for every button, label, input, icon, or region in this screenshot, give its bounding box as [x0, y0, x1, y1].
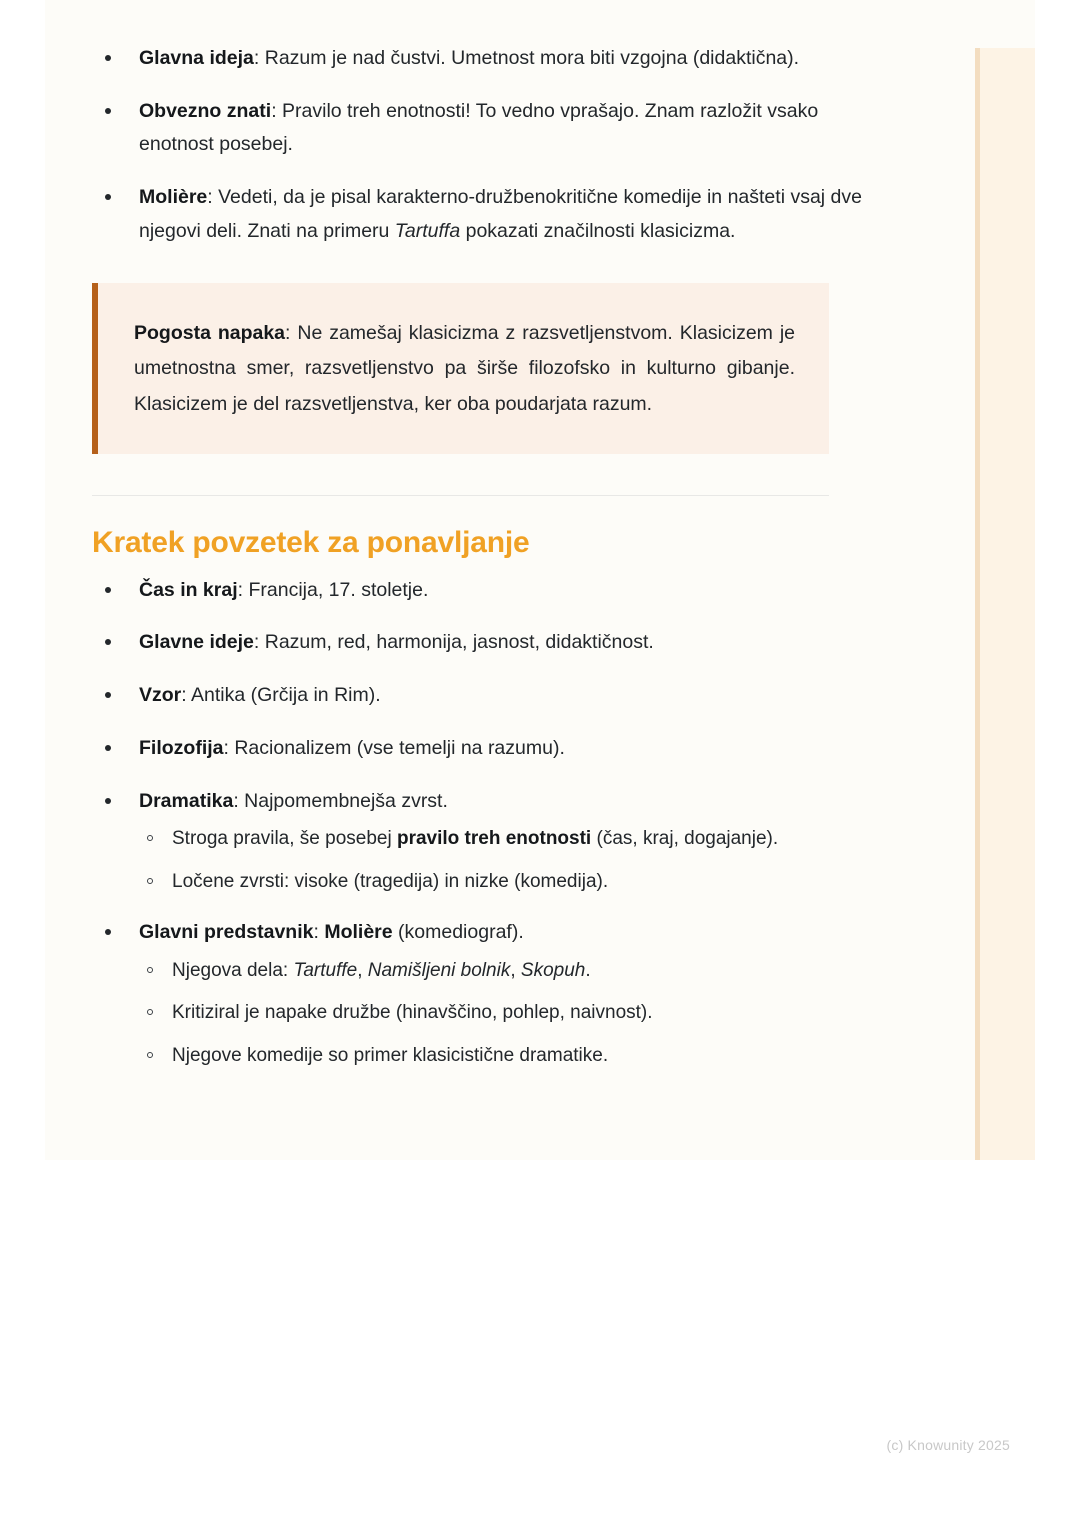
bullet-text: Najpomembnejša zvrst. — [244, 789, 448, 812]
work-separator: , — [510, 959, 521, 981]
intro-bullet-list — [92, 42, 882, 249]
bullet-separator: : — [253, 47, 265, 69]
list-item-dramatika — [92, 785, 882, 898]
bullet-separator: : — [181, 684, 192, 707]
bullet-text: Vedeti, da je pisal karakterno-družbenokritične komedije in našteti vsaj dve njegovi deli. Znati na primeru — [139, 186, 862, 242]
sub-text: Kritiziral je napake družbe (hinavščino, pohlep, naivnost). — [172, 1002, 653, 1024]
bullet-text: Antika (Grčija in Rim). — [191, 684, 381, 707]
sub-text-tail: . — [585, 959, 591, 981]
section-divider — [92, 495, 829, 496]
bullet-term: Filozofija — [139, 736, 224, 759]
bullet-text: Razum, red, harmonija, jasnost, didaktičnost. — [264, 631, 654, 654]
bullet-term: Glavna ideja — [139, 47, 254, 69]
bullet-separator: : — [207, 186, 219, 209]
bullet-separator: : — [253, 631, 265, 654]
bullet-text: Razum je nad čustvi. Umetnost mora biti vzgojna (didaktična). — [264, 47, 800, 69]
bullet-term: Vzor — [139, 684, 182, 707]
work-title: Skopuh — [520, 959, 586, 981]
list-item — [92, 626, 882, 660]
list-item — [92, 95, 882, 162]
callout-term: Pogosta napaka — [134, 321, 286, 344]
sub-text: Stroga pravila, še posebej — [172, 828, 397, 850]
sub-text-tail: (čas, kraj, dogajanje). — [591, 828, 779, 850]
bullet-text-tail: (komediograf). — [392, 921, 524, 944]
sub-list-item — [139, 1041, 882, 1071]
bullet-separator: : — [233, 789, 245, 812]
bullet-text: Racionalizem (vse temelji na razumu). — [234, 736, 565, 759]
callout-text: Ne zamešaj klasicizma z razsvetljenstvom. Klasicizem je umetnostna smer, razsvetljenstvo pa širše filozofsko in kulturno gibanje. Klasicizem je del razsvetljenstva, ker oba poudarjata razum. — [134, 321, 795, 416]
bullet-term: Glavni predstavnik — [139, 921, 314, 944]
sub-text: Njegove komedije so primer klasicistične dramatike. — [172, 1044, 609, 1066]
right-accent-rule — [975, 48, 980, 1160]
common-mistake-callout — [92, 283, 829, 454]
sub-list-item — [139, 867, 882, 897]
copyright-footer: (c) Knowunity 2025 — [886, 1437, 1010, 1453]
bullet-term: Molière — [139, 186, 208, 209]
list-item — [92, 181, 882, 248]
list-item — [92, 732, 882, 766]
bullet-separator: : — [313, 921, 325, 944]
bullet-text: Pravilo treh enotnosti! To vedno vprašajo. Znam razložit vsako enotnost posebej. — [139, 99, 819, 156]
bullet-text-tail: pokazati značilnosti klasicizma. — [460, 219, 736, 242]
predstavnik-sub-list — [139, 956, 882, 1071]
section-heading: Kratek povzetek za ponavljanje — [92, 525, 530, 559]
page-card — [45, 0, 1035, 1160]
sub-list-item-works — [139, 956, 882, 986]
list-item — [92, 42, 882, 76]
list-item-predstavnik — [92, 916, 882, 1071]
bullet-term: Obvezno znati — [139, 99, 272, 122]
work-title: Tartuffa — [394, 219, 461, 242]
sub-list-item — [139, 998, 882, 1028]
callout-separator: : — [285, 321, 298, 344]
sub-text: Njegova dela: — [172, 959, 294, 981]
work-title: Tartuffe — [293, 959, 358, 981]
right-accent-panel — [975, 48, 1035, 1160]
bullet-separator: : — [223, 736, 235, 759]
dramatika-sub-list — [139, 824, 882, 897]
author-name: Molière — [324, 921, 393, 944]
list-item — [92, 574, 882, 608]
bullet-term: Glavne ideje — [139, 631, 254, 654]
bullet-separator: : — [237, 578, 249, 601]
sub-text: Ločene zvrsti: visoke (tragedija) in nizke (komedija). — [172, 870, 609, 892]
callout-paragraph — [134, 316, 795, 423]
bullet-term: Dramatika — [139, 789, 234, 812]
document-content — [92, 42, 882, 1090]
summary-bullet-list — [92, 574, 882, 1071]
list-item — [92, 679, 882, 713]
bullet-text: Francija, 17. stoletje. — [248, 578, 429, 601]
work-separator: , — [357, 959, 368, 981]
work-title: Namišljeni bolnik — [367, 959, 511, 981]
sub-list-item — [139, 824, 882, 854]
bullet-term: Čas in kraj — [139, 578, 238, 601]
sub-emphasis: pravilo treh enotnosti — [396, 828, 592, 850]
bullet-separator: : — [271, 99, 283, 122]
